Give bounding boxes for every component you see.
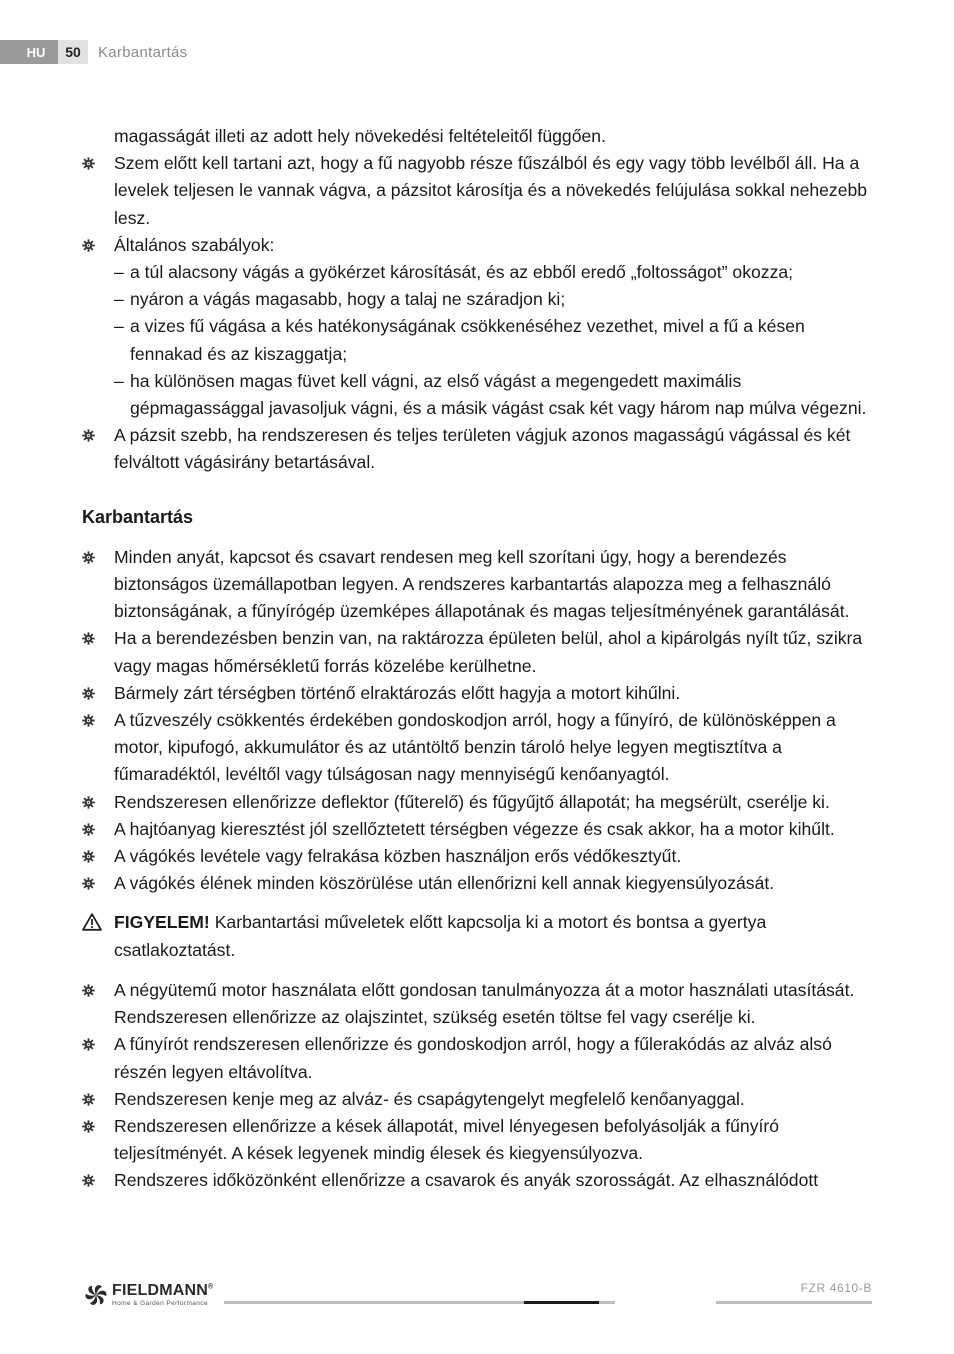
rule-item: – ha különösen magas füvet kell vágni, az első vágást a megengedett maximális gépmagassággal javasoljuk vágni, és a másik vágást csak két vagy három nap múlva végezni. — [114, 370, 867, 419]
page-content — [82, 123, 872, 1195]
page-footer — [0, 1270, 954, 1330]
list-item: Minden anyát, kapcsot és csavart rendesen meg kell szorítani úgy, hogy a berendezés biztonságos üzemállapotban legyen. A rendszeres karbantartás alapozza meg a felhasználó biztonságának, a fűnyírógép üzemképes állapotának és magas teljesítményének garantálását. — [82, 544, 872, 626]
gear-bullet-icon — [82, 551, 95, 564]
gear-bullet-icon — [82, 1174, 95, 1187]
intro-continuation: magasságát illeti az adott hely növekedési feltételeitől függően. — [114, 126, 606, 146]
list-item: Rendszeresen kenje meg az alváz- és csapágytengelyt megfelelő kenőanyaggal. — [82, 1086, 872, 1113]
gear-bullet-icon — [82, 1093, 95, 1106]
gear-bullet-icon — [82, 796, 95, 809]
maintenance-heading: Karbantartás — [82, 506, 194, 527]
warning-text: Karbantartási műveletek előtt kapcsolja ki a motort és bontsa a gyertya csatlakoztatást. — [114, 912, 767, 960]
gear-bullet-icon — [82, 157, 95, 170]
gear-bullet-icon — [82, 984, 95, 997]
list-item: Bármely zárt térségben történő elraktározás előtt hagyja a motort kihűlni. — [82, 680, 872, 707]
list-item: Szem előtt kell tartani azt, hogy a fű nagyobb része fűszálból és egy vagy több levélből áll. Ha a levelek teljesen le vannak vágva, a pázsitot károsítja és a növekedés felújulása sokkal nehezebb lesz. — [82, 150, 872, 232]
brand-tagline: Home & Garden Performance — [112, 1300, 208, 1307]
list-item: Ha a berendezésben benzin van, na raktározza épületen belül, ahol a kipárolgás nyílt tűz, szikra vagy magas hőmérsékletű forrás közelébe kerülhetne. — [82, 625, 872, 679]
maintenance-list — [82, 544, 872, 898]
gear-bullet-icon — [82, 850, 95, 863]
list-item: A pázsit szebb, ha rendszeresen és teljes területen vágjuk azonos magasságú vágással és két felváltott vágásirány betartásával. — [82, 422, 872, 476]
gear-bullet-icon — [82, 1038, 95, 1051]
rule-item: – nyáron a vágás magasabb, hogy a talaj ne száradjon ki; — [114, 289, 566, 310]
list-item: A fűnyírót rendszeresen ellenőrizze és gondoskodjon arról, hogy a fűlerakódás az alváz alsó részén legyen eltávolítva. — [82, 1031, 872, 1085]
gear-bullet-icon — [82, 714, 95, 727]
list-item: Rendszeresen ellenőrizze deflektor (fűterelő) és fűgyűjtő állapotát; ha megsérült, cserélje ki. — [82, 789, 872, 816]
warning-label: FIGYELEM! — [114, 912, 210, 933]
brand-name: FIELDMANN® — [112, 1282, 214, 1299]
gear-bullet-icon — [82, 823, 95, 836]
page-number: 50 — [58, 40, 88, 64]
brand-logo — [82, 1281, 222, 1311]
gear-bullet-icon — [82, 239, 95, 252]
gear-bullet-icon — [82, 632, 95, 645]
list-item: Rendszeresen ellenőrizze a kések állapotát, mivel lényegesen befolyásolják a fűnyíró teljesítményét. A kések legyenek mindig élesek és kiegyensúlyozva. — [82, 1113, 872, 1167]
general-rules — [82, 259, 872, 422]
fieldmann-swirl-logo — [82, 1281, 110, 1309]
footer-rule-light — [224, 1301, 524, 1304]
gear-bullet-icon — [82, 687, 95, 700]
list-item: Általános szabályok: — [82, 232, 872, 259]
rule-item: – a vizes fű vágása a kés hatékonyságának csökkenéséhez vezethet, mivel a fű a késen fennakad és az kiszaggatja; — [114, 316, 805, 364]
list-item: A vágókés élének minden köszörülése után ellenőrizni kell annak kiegyensúlyozását. — [82, 870, 872, 897]
list-item: A vágókés levétele vagy felrakása közben használjon erős védőkesztyűt. — [82, 843, 872, 870]
list-item: A tűzveszély csökkentés érdekében gondoskodjon arról, hogy a fűnyíró, de különösképpen a motor, kipufogó, akkumulátor és az utántöltő benzin tároló helye legyen megtisztítva a fűmaradéktól, levéltől vagy túlságosan nagy mennyiségű kenőanyagtól. — [82, 707, 872, 789]
footer-rule-light-2 — [599, 1301, 615, 1304]
gear-bullet-icon — [82, 1120, 95, 1133]
list-item: Rendszeres időközönként ellenőrizze a csavarok és anyák szorosságát. Az elhasználódott — [82, 1167, 872, 1194]
warning-note — [82, 909, 872, 963]
gear-bullet-icon — [82, 429, 95, 442]
model-number: FZR 4610-B — [800, 1281, 872, 1295]
engine-care-list — [82, 977, 872, 1195]
list-item: A négyütemű motor használata előtt gondosan tanulmányozza át a motor használati utasítását. Rendszeresen ellenőrizze az olajszintet, szükség esetén töltse fel vagy cserélje ki. — [82, 977, 872, 1031]
rule-item: – a túl alacsony vágás a gyökérzet károsítását, és az ebből eredő „foltosságot” okozza; — [114, 262, 794, 283]
mowing-tips-list — [82, 150, 872, 259]
page-header — [0, 40, 187, 64]
warning-triangle-icon — [82, 913, 102, 931]
section-title: Karbantartás — [98, 43, 188, 61]
gear-bullet-icon — [82, 877, 95, 890]
list-item: A hajtóanyag kieresztést jól szellőztetett térségben végezze és csak akkor, ha a motor kihűlt. — [82, 816, 872, 843]
footer-rule-dark — [524, 1301, 599, 1304]
footer-rule-light-3 — [716, 1301, 872, 1304]
language-tab: HU — [0, 40, 58, 64]
